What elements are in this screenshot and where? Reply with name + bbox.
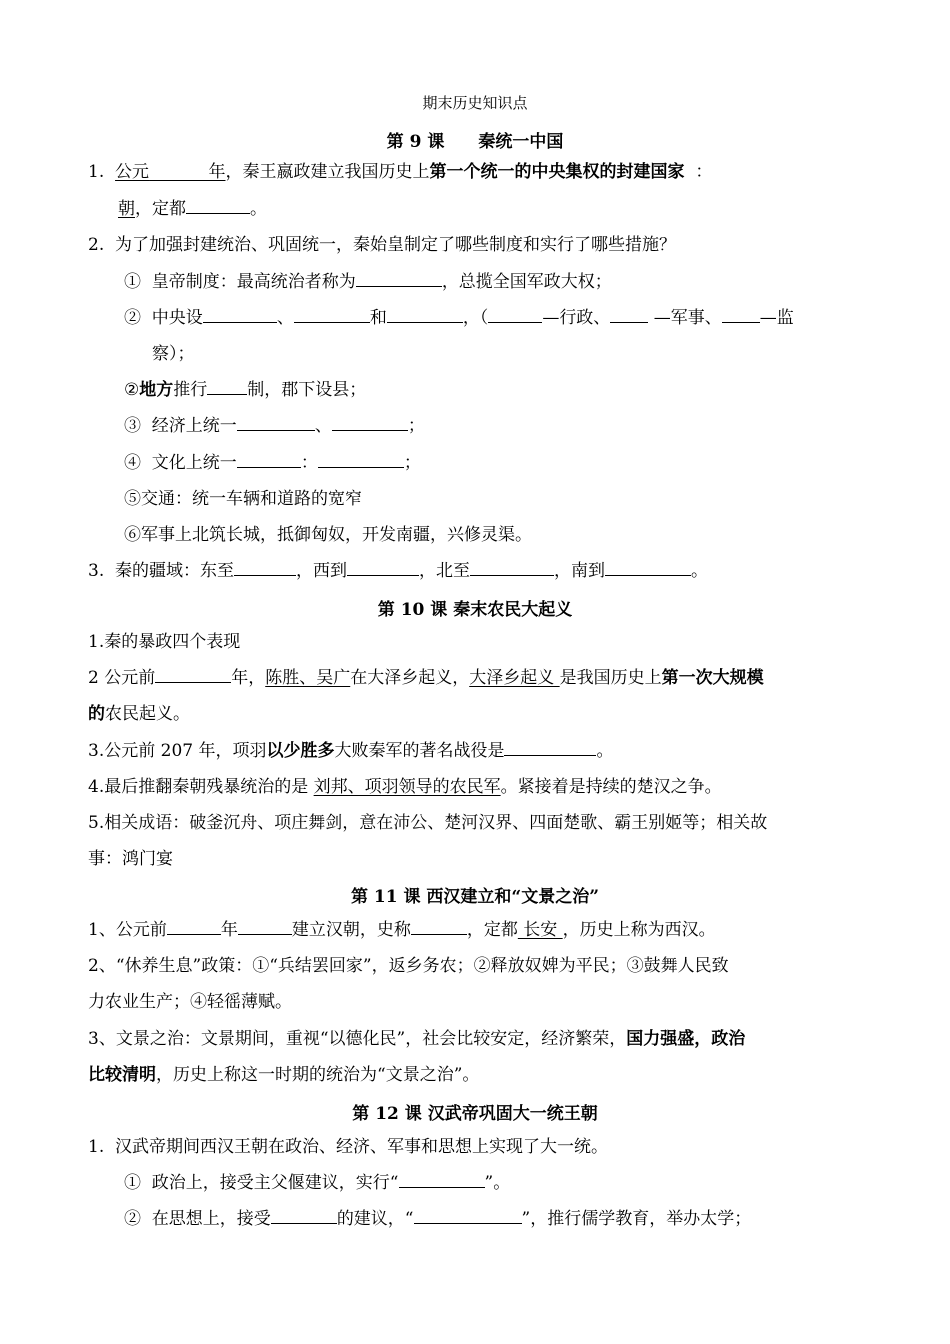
lesson-10-heading: 第 10 课 秦末农民大起义 bbox=[377, 600, 573, 620]
l9-item-2-7: ⑥军事上北筑长城，抵御匈奴，开发南疆，兴修灵渠。 bbox=[124, 525, 532, 545]
l10-item-5-line-2: 事：鸿门宴 bbox=[88, 849, 173, 869]
l11-item-1-changan: 长安 bbox=[517, 920, 563, 940]
l12-item-1-2-text: ② 在思想上，接受 bbox=[124, 1209, 271, 1229]
l12-item-1-2-advice: 的建议，“ bbox=[336, 1209, 414, 1229]
l9-item-1-line-1 bbox=[88, 160, 712, 184]
l9-item-2-4-sep: 、 bbox=[314, 416, 332, 436]
uprising-year-blank[interactable] bbox=[155, 667, 231, 683]
l9-item-1-number: 1. bbox=[88, 162, 105, 182]
l9-item-3-end: 。 bbox=[691, 561, 709, 581]
l10-item-2-line-1 bbox=[88, 666, 764, 690]
l12-item-1: 1. 汉武帝期间西汉王朝在政治、经济、军事和思想上实现了大一统。 bbox=[88, 1137, 609, 1157]
l10-item-3 bbox=[88, 739, 613, 763]
confucian-policy-blank[interactable] bbox=[414, 1208, 522, 1224]
l11-item-3-bold-2: 比较清明 bbox=[88, 1065, 156, 1085]
l9-item-2-3-text: 推行 bbox=[173, 380, 208, 400]
l9-item-2-2-supervision: —监 bbox=[759, 308, 794, 328]
lesson-11-heading: 第 11 课 西汉建立和“文景之治” bbox=[351, 887, 599, 907]
l12-item-1-1-text: ① 政治上，接受主父偃建议，实行“ bbox=[124, 1173, 399, 1193]
l9-item-2-2-sep-3: ，（ bbox=[462, 308, 489, 328]
l12-item-1-2 bbox=[124, 1207, 751, 1231]
l10-item-3-text: 3.公元前 207 年，项羽 bbox=[88, 741, 267, 761]
culture-blank-1[interactable] bbox=[237, 452, 301, 468]
l10-item-1: 1.秦的暴政四个表现 bbox=[88, 632, 241, 652]
emperor-title-blank[interactable] bbox=[356, 271, 442, 287]
l10-item-4 bbox=[88, 775, 722, 799]
economy-blank-2[interactable] bbox=[332, 415, 408, 431]
l9-item-2-2-text: ② 中央设 bbox=[124, 308, 203, 328]
l9-item-1-dynasty: 朝 bbox=[118, 199, 135, 219]
l10-item-2-history: 是我国历史上 bbox=[559, 668, 662, 688]
l11-item-3-line-1 bbox=[88, 1027, 745, 1051]
central-office-blank-2[interactable] bbox=[294, 307, 370, 323]
territory-east-blank[interactable] bbox=[234, 560, 296, 576]
l10-item-2-text: 2 公元前 bbox=[88, 668, 156, 688]
l11-item-3-bold: 国力强盛，政治 bbox=[626, 1029, 746, 1049]
l10-item-4-tail: 。紧接着是持续的楚汉之争。 bbox=[500, 777, 722, 797]
l11-item-1-text: 1、公元前 bbox=[88, 920, 167, 940]
territory-north-blank[interactable] bbox=[470, 560, 554, 576]
l10-item-2-year: 年， bbox=[231, 668, 266, 688]
l10-item-3-battle: 大败秦军的著名战役是 bbox=[334, 741, 505, 761]
l10-item-2-leaders: 陈胜、吴广 bbox=[265, 668, 351, 688]
l9-item-2-2-sep-1: 、 bbox=[276, 308, 294, 328]
l10-item-2-bold: 第一次大规模 bbox=[661, 668, 764, 688]
l11-item-1-tail: ，历史上称为西汉。 bbox=[562, 920, 716, 940]
han-name-blank[interactable] bbox=[411, 919, 467, 935]
central-office-blank-1[interactable] bbox=[203, 307, 277, 323]
l9-item-2-1 bbox=[124, 270, 612, 294]
policy-blank[interactable] bbox=[399, 1172, 485, 1188]
l9-item-2: 2. 为了加强封建统治、巩固统一，秦始皇制定了哪些制度和实行了哪些措施？ bbox=[88, 235, 677, 255]
l9-item-2-2-cont: 察）； bbox=[152, 344, 195, 364]
l11-item-1 bbox=[88, 918, 716, 942]
territory-south-blank[interactable] bbox=[605, 560, 691, 576]
central-office-blank-3[interactable] bbox=[387, 307, 463, 323]
l9-item-2-5-sep: ： bbox=[300, 453, 318, 473]
l9-item-1-year-blank bbox=[115, 162, 225, 182]
l9-item-2-1-text: ① 皇帝制度：最高统治者称为 bbox=[124, 272, 356, 292]
l11-item-2-line-1: 2、“休养生息”政策：①“兵结罢回家”，返乡务农；②释放奴婢为平民；③鼓舞人民致 bbox=[88, 956, 729, 976]
l9-item-2-3 bbox=[124, 378, 366, 402]
l9-item-2-2-admin: —行政、 bbox=[542, 308, 611, 328]
l9-item-1-capital-label: ，定都 bbox=[135, 199, 186, 219]
l9-item-2-4-end: ； bbox=[407, 416, 425, 436]
l9-item-2-1-tail: ，总揽全国军政大权； bbox=[441, 272, 612, 292]
l9-item-1-end: 。 bbox=[250, 199, 267, 219]
l11-item-1-capital: ，定都 bbox=[466, 920, 518, 940]
l9-item-2-4 bbox=[124, 414, 425, 438]
l9-item-1-gongyuan: 公元 bbox=[115, 162, 150, 182]
l11-item-3-line-2 bbox=[88, 1063, 479, 1087]
l10-item-2-bold-2: 的 bbox=[88, 704, 105, 724]
l9-item-3-north: ，北至 bbox=[419, 561, 471, 581]
document-title: 期末历史知识点 bbox=[422, 94, 528, 112]
l9-item-2-2-sep-2: 和 bbox=[369, 308, 387, 328]
l9-item-1-bold: 第一个统一的中央集权的封建国家 bbox=[429, 162, 685, 182]
l12-item-1-1-end: ”。 bbox=[484, 1173, 511, 1193]
l9-item-1-nian: 年 bbox=[208, 162, 226, 182]
l11-item-1-founded: 建立汉朝，史称 bbox=[291, 920, 411, 940]
l9-item-3 bbox=[88, 559, 708, 583]
l10-item-2-place: 在大泽乡起义， bbox=[350, 668, 470, 688]
l11-item-1-year: 年 bbox=[220, 920, 238, 940]
battle-blank[interactable] bbox=[504, 740, 596, 756]
l9-item-2-3-tail: 制，郡下设县； bbox=[247, 380, 367, 400]
l9-item-3-text: 3. 秦的疆域：东至 bbox=[88, 561, 235, 581]
l9-item-2-2 bbox=[124, 306, 794, 330]
l9-item-2-5 bbox=[124, 451, 421, 475]
l11-item-3-text: 3、文景之治：文景期间，重视“以德化民”，社会比较安定，经济繁荣， bbox=[88, 1029, 627, 1049]
capital-blank[interactable] bbox=[186, 198, 250, 214]
admin-blank[interactable] bbox=[488, 307, 542, 323]
han-year-blank[interactable] bbox=[167, 919, 221, 935]
economy-blank-1[interactable] bbox=[237, 415, 315, 431]
l9-item-1-text: ，秦王嬴政建立我国历史上 bbox=[225, 162, 430, 182]
military-blank[interactable] bbox=[610, 307, 648, 323]
l9-item-2-5-text: ④ 文化上统一 bbox=[124, 453, 237, 473]
l12-item-1-2-tail: ”，推行儒学教育，举办太学； bbox=[521, 1209, 752, 1229]
culture-blank-2[interactable] bbox=[318, 452, 404, 468]
l10-item-4-army: 刘邦、项羽领导的农民军 bbox=[313, 777, 501, 797]
l10-item-4-text: 4.最后推翻秦朝残暴统治的是 bbox=[88, 777, 314, 797]
l9-item-3-west: ，西到 bbox=[296, 561, 348, 581]
l9-item-1-colon: ： bbox=[695, 162, 713, 182]
l11-item-2-line-2: 力农业生产；④轻徭薄赋。 bbox=[88, 992, 292, 1012]
l9-item-2-5-end: ； bbox=[403, 453, 421, 473]
l9-item-2-2-military: —军事、 bbox=[648, 308, 722, 328]
l9-item-3-south: ，南到 bbox=[554, 561, 606, 581]
territory-west-blank[interactable] bbox=[347, 560, 419, 576]
lesson-12-heading: 第 12 课 汉武帝巩固大一统王朝 bbox=[352, 1104, 598, 1124]
han-founder-blank[interactable] bbox=[238, 919, 292, 935]
l9-item-1-line-2 bbox=[118, 197, 267, 221]
l10-item-5-line-1: 5.相关成语：破釜沉舟、项庄舞剑，意在沛公、楚河汉界、四面楚歌、霸王别姬等；相关故 bbox=[88, 813, 768, 833]
l12-item-1-1 bbox=[124, 1171, 510, 1195]
l9-item-2-4-text: ③ 经济上统一 bbox=[124, 416, 237, 436]
l10-item-2-uprising: 大泽乡起义 bbox=[469, 668, 560, 688]
supervision-blank[interactable] bbox=[722, 307, 760, 323]
l10-item-2-tail: 农民起义。 bbox=[105, 704, 190, 724]
l11-item-3-tail: ，历史上称这一时期的统治为“文景之治”。 bbox=[156, 1065, 480, 1085]
l10-item-3-bold: 以少胜多 bbox=[266, 741, 335, 761]
advisor-blank[interactable] bbox=[271, 1208, 337, 1224]
l10-item-3-end: 。 bbox=[596, 741, 614, 761]
l9-item-2-6: ⑤交通：统一车辆和道路的宽窄 bbox=[124, 489, 362, 509]
l9-item-2-3-bold: 地方 bbox=[139, 380, 174, 400]
lesson-9-heading: 第 9 课 秦统一中国 bbox=[386, 132, 564, 152]
l10-item-2-line-2 bbox=[88, 702, 190, 726]
l9-item-2-3-num: ② bbox=[124, 380, 140, 400]
local-system-blank[interactable] bbox=[207, 379, 247, 395]
